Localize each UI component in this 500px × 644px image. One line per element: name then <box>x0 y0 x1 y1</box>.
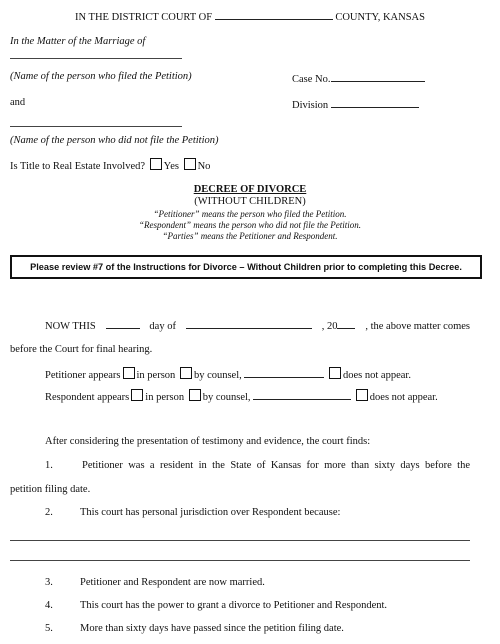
by-counsel-label: by counsel, <box>193 370 242 381</box>
finding-3-text: Petitioner and Respondent are now married. <box>80 577 265 588</box>
final-hearing-text: before the Court for final hearing. <box>10 344 153 355</box>
finding-2-number: 2. <box>45 507 53 518</box>
finding-5-text: More than sixty days have passed since the petition filing date. <box>80 623 344 634</box>
real-estate-question <box>10 158 210 172</box>
real-estate-label: Is Title to Real Estate Involved? <box>10 161 146 172</box>
by-counsel-label: by counsel, <box>202 392 251 403</box>
jurisdiction-line-2[interactable] <box>10 560 470 561</box>
day-blank[interactable] <box>106 318 140 329</box>
case-no-field <box>292 71 425 85</box>
petitioner-appears-label: Petitioner appears <box>45 370 121 381</box>
instructions-notice: Please review #7 of the Instructions for Divorce – Without Children prior to completing this Decree. <box>10 255 482 279</box>
now-this-label: NOW THIS <box>45 321 96 332</box>
division-label: Division <box>292 100 329 111</box>
no-checkbox[interactable] <box>184 158 196 170</box>
finding-5-number: 5. <box>45 623 53 634</box>
petitioner-counsel-blank[interactable] <box>244 367 324 378</box>
petitioner-name-line[interactable] <box>10 58 182 59</box>
petitioner-in-person-checkbox[interactable] <box>123 367 135 379</box>
respondent-not-appear-checkbox[interactable] <box>356 389 368 401</box>
definition-parties: “Parties” means the Petitioner and Respondent. <box>162 231 338 241</box>
and-label: and <box>10 97 26 108</box>
matter-label: In the Matter of the Marriage of <box>10 36 146 47</box>
finding-2-text: This court has personal jurisdiction over Respondent because: <box>80 507 341 518</box>
respondent-name-line[interactable] <box>10 126 182 127</box>
court-prefix: IN THE DISTRICT COURT OF <box>75 12 213 23</box>
comes-label: , the above matter comes <box>365 321 470 332</box>
respondent-by-counsel-checkbox[interactable] <box>189 389 201 401</box>
respondent-appears-label: Respondent appears <box>45 392 130 403</box>
findings-intro: After considering the presentation of testimony and evidence, the court finds: <box>45 436 371 447</box>
finding-3-number: 3. <box>45 577 53 588</box>
yes-checkbox[interactable] <box>150 158 162 170</box>
no-label: No <box>197 161 211 172</box>
not-appear-label: does not appear. <box>343 370 411 381</box>
county-blank[interactable] <box>215 9 333 20</box>
petitioner-appearance <box>45 367 411 381</box>
division-field <box>292 97 419 111</box>
respondent-counsel-blank[interactable] <box>253 389 351 400</box>
month-blank[interactable] <box>186 318 312 329</box>
finding-1-continuation: petition filing date. <box>10 484 91 495</box>
finding-4-text: This court has the power to grant a divorce to Petitioner and Respondent. <box>80 600 388 611</box>
jurisdiction-line-1[interactable] <box>10 540 470 541</box>
day-of-label: day of <box>149 321 176 332</box>
year-prefix: , 20 <box>321 321 338 332</box>
decree-title: DECREE OF DIVORCE <box>193 184 307 195</box>
finding-1-number: 1. <box>45 460 53 471</box>
in-person-label: in person <box>136 370 176 381</box>
petitioner-caption: (Name of the person who filed the Petition) <box>10 71 192 82</box>
court-suffix: COUNTY, KANSAS <box>335 12 425 23</box>
division-blank[interactable] <box>331 97 419 108</box>
respondent-appearance <box>45 389 438 403</box>
not-appear-label: does not appear. <box>369 392 438 403</box>
finding-1-text: Petitioner was a resident in the State of Kansas for more than sixty days before the <box>82 460 470 471</box>
petitioner-by-counsel-checkbox[interactable] <box>180 367 192 379</box>
definition-petitioner: “Petitioner” means the person who filed the Petition. <box>153 209 347 219</box>
yes-label: Yes <box>163 161 179 172</box>
petitioner-not-appear-checkbox[interactable] <box>329 367 341 379</box>
case-no-label: Case No. <box>292 74 331 85</box>
respondent-in-person-checkbox[interactable] <box>131 389 143 401</box>
in-person-label: in person <box>145 392 185 403</box>
definition-respondent: “Respondent” means the person who did not file the Petition. <box>139 220 361 230</box>
case-no-blank[interactable] <box>331 71 425 82</box>
year-blank[interactable] <box>337 318 355 329</box>
finding-4-number: 4. <box>45 600 53 611</box>
now-this-line <box>45 318 470 332</box>
respondent-caption: (Name of the person who did not file the Petition) <box>10 135 219 146</box>
decree-subtitle: (WITHOUT CHILDREN) <box>194 196 306 207</box>
court-heading <box>0 9 500 23</box>
